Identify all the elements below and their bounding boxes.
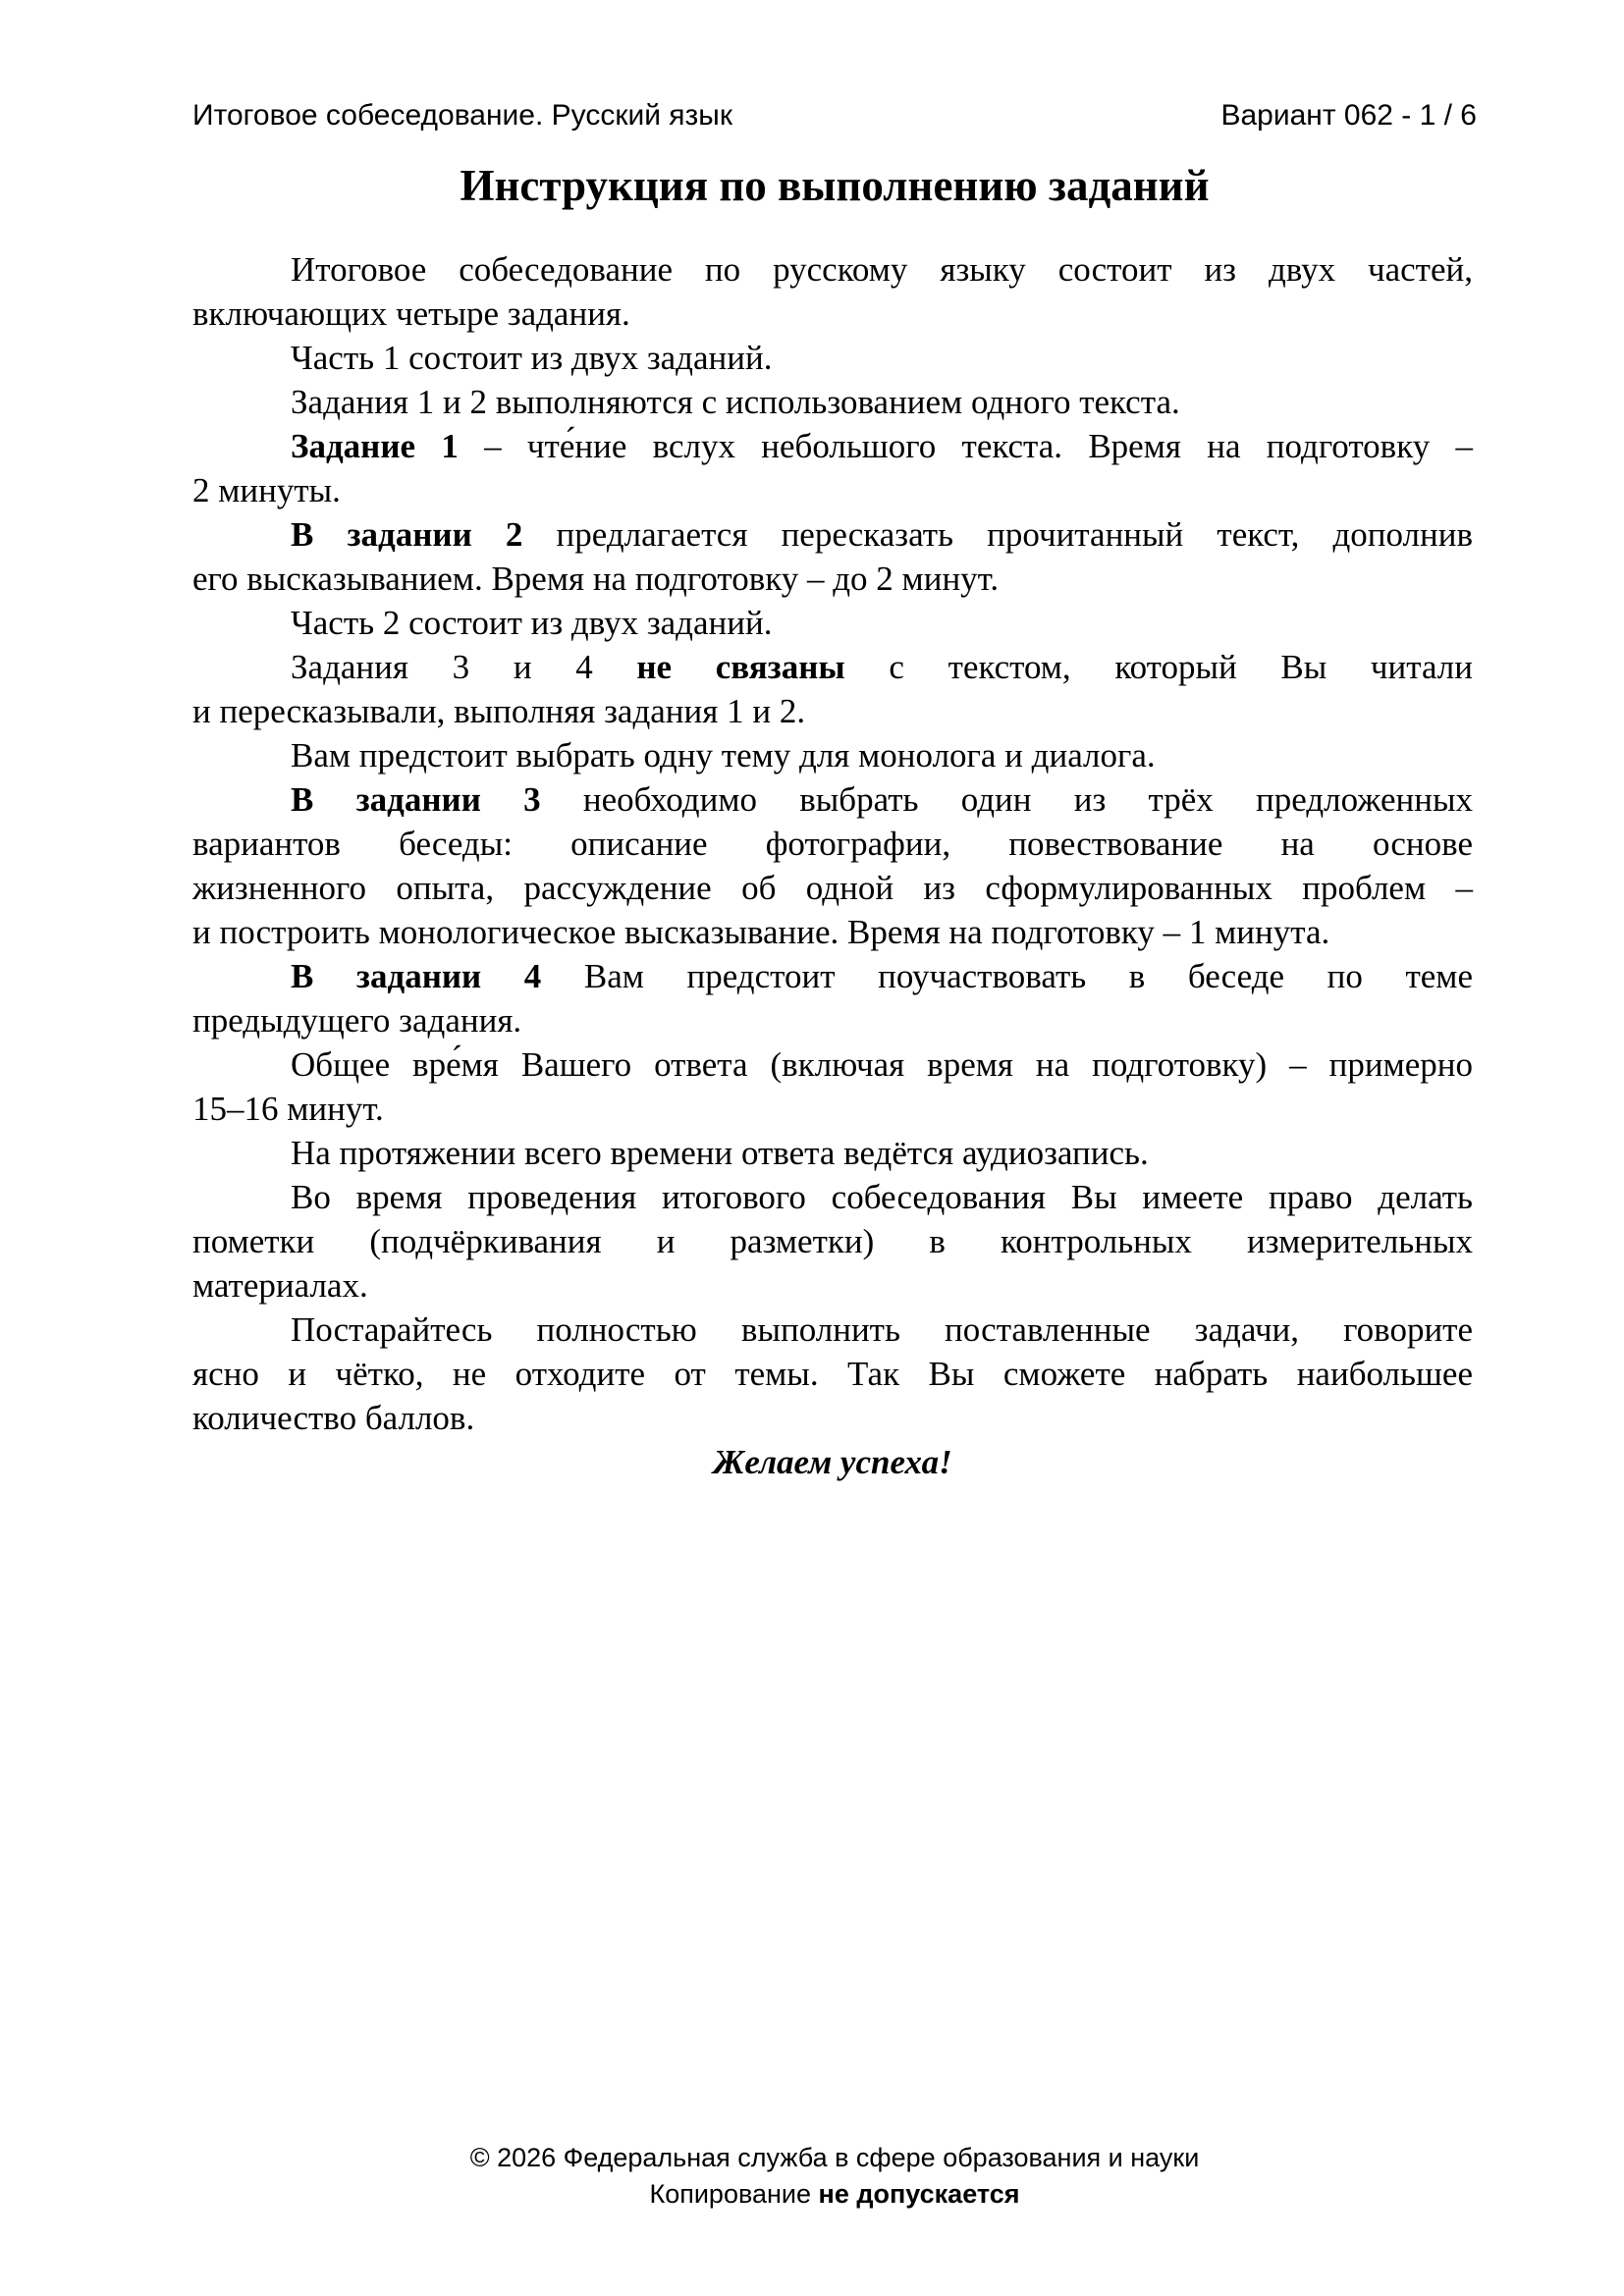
text-run: с текстом, который Вы читали [844,648,1473,686]
text-run: В задании 4 [291,957,542,995]
paragraph [192,424,1473,512]
text-run: его высказыванием. Время на подготовку – до 2 минут. [192,560,1000,598]
text-line [192,1042,1473,1087]
text-run: Часть 1 состоит из двух заданий. [291,339,773,377]
text-run: Задания 3 и 4 [291,648,637,686]
text-line [192,292,1473,336]
text-run: Задания 1 и 2 выполняются с использованием одного текста. [291,383,1180,421]
paragraph [192,601,1473,645]
text-run: Вам предстоит выбрать одну тему для монолога и диалога. [291,736,1156,774]
paragraph [192,777,1473,954]
paragraph [192,247,1473,336]
text-line [192,1308,1473,1352]
paragraph [192,1042,1473,1131]
footer-copyright: © 2026 Федеральная служба в сфере образования и науки [469,2143,1200,2172]
paragraph [192,512,1473,601]
paragraph [192,336,1473,380]
text-run: Желаем успеха! [713,1443,952,1481]
text-run: и построить монологическое высказывание. Время на подготовку – 1 минута. [192,913,1330,951]
text-line [192,424,1473,468]
page-footer [192,2140,1477,2213]
text-line [192,866,1473,910]
text-run: включающих четыре задания. [192,294,630,333]
text-run: Общее вре́мя Вашего ответа (включая время на подготовку) – примерно [291,1045,1473,1084]
text-run: необходимо выбрать один из трёх предложенных [540,780,1473,819]
paragraph [192,1131,1473,1175]
text-run: – чте́ние вслух небольшого текста. Время на подготовку – [458,427,1473,465]
text-line [192,645,1473,689]
text-line [192,689,1473,733]
text-line [192,1175,1473,1219]
header-exam-name: Итоговое собеседование. Русский язык [192,99,732,132]
text-run: Вам предстоит поучаствовать в беседе по теме [541,957,1473,995]
paragraph [192,1440,1473,1484]
footer-copy-notice-bold: не допускается [818,2179,1020,2209]
text-run: В задании 3 [291,780,541,819]
text-run: предыдущего задания. [192,1001,522,1040]
text-line [192,733,1473,777]
text-line [192,468,1473,512]
text-line [192,1440,1473,1484]
text-run: Часть 2 состоит из двух заданий. [291,604,773,642]
text-run: На протяжении всего времени ответа ведётся аудиозапись. [291,1134,1149,1172]
text-line [192,1131,1473,1175]
text-run: пометки (подчёркивания и разметки) в контрольных измерительных [192,1222,1473,1260]
text-line [192,910,1473,954]
paragraph [192,954,1473,1042]
text-line [192,954,1473,998]
paragraph [192,645,1473,733]
header-variant-label: Вариант 062 - 1 / 6 [1220,99,1477,132]
text-run: Постарайтесь полностью выполнить поставленные задачи, говорите [291,1310,1473,1349]
text-line [192,777,1473,822]
text-line [192,1263,1473,1308]
text-line [192,601,1473,645]
text-line [192,1352,1473,1396]
text-run: Итоговое собеседование по русскому языку состоит из двух частей, [291,250,1473,289]
paragraph [192,1175,1473,1308]
text-run: предлагается пересказать прочитанный текст, дополнив [522,515,1473,554]
text-run: ясно и чётко, не отходите от темы. Так Вы сможете набрать наибольшее [192,1355,1473,1393]
footer-copy-notice-regular: Копирование [649,2179,812,2209]
text-run: Во время проведения итогового собеседования Вы имеете право делать [291,1178,1473,1216]
text-run: В задании 2 [291,515,523,554]
text-line [192,557,1473,601]
page-title: Инструкция по выполнению заданий [460,161,1210,210]
text-run: жизненного опыта, рассуждение об одной из сформулированных проблем – [192,869,1473,907]
text-line [192,822,1473,866]
text-run: вариантов беседы: описание фотографии, повествование на основе [192,825,1473,863]
text-line [192,380,1473,424]
text-line [192,1396,1473,1440]
page-header [192,98,1477,133]
text-line [192,512,1473,557]
text-line [192,998,1473,1042]
text-run: 15–16 минут. [192,1090,384,1128]
text-line [192,336,1473,380]
text-run: материалах. [192,1266,368,1305]
instructions-body [192,247,1473,1484]
text-run: Задание 1 [291,427,459,465]
text-run: 2 минуты. [192,471,341,509]
text-run: количество баллов. [192,1399,475,1437]
footer-copy-notice [192,2176,1477,2213]
paragraph [192,380,1473,424]
text-run: и пересказывали, выполняя задания 1 и 2. [192,692,806,730]
paragraph [192,733,1473,777]
text-run: не связаны [636,648,845,686]
text-line [192,247,1473,292]
text-line [192,1087,1473,1131]
text-line [192,1219,1473,1263]
paragraph [192,1308,1473,1440]
